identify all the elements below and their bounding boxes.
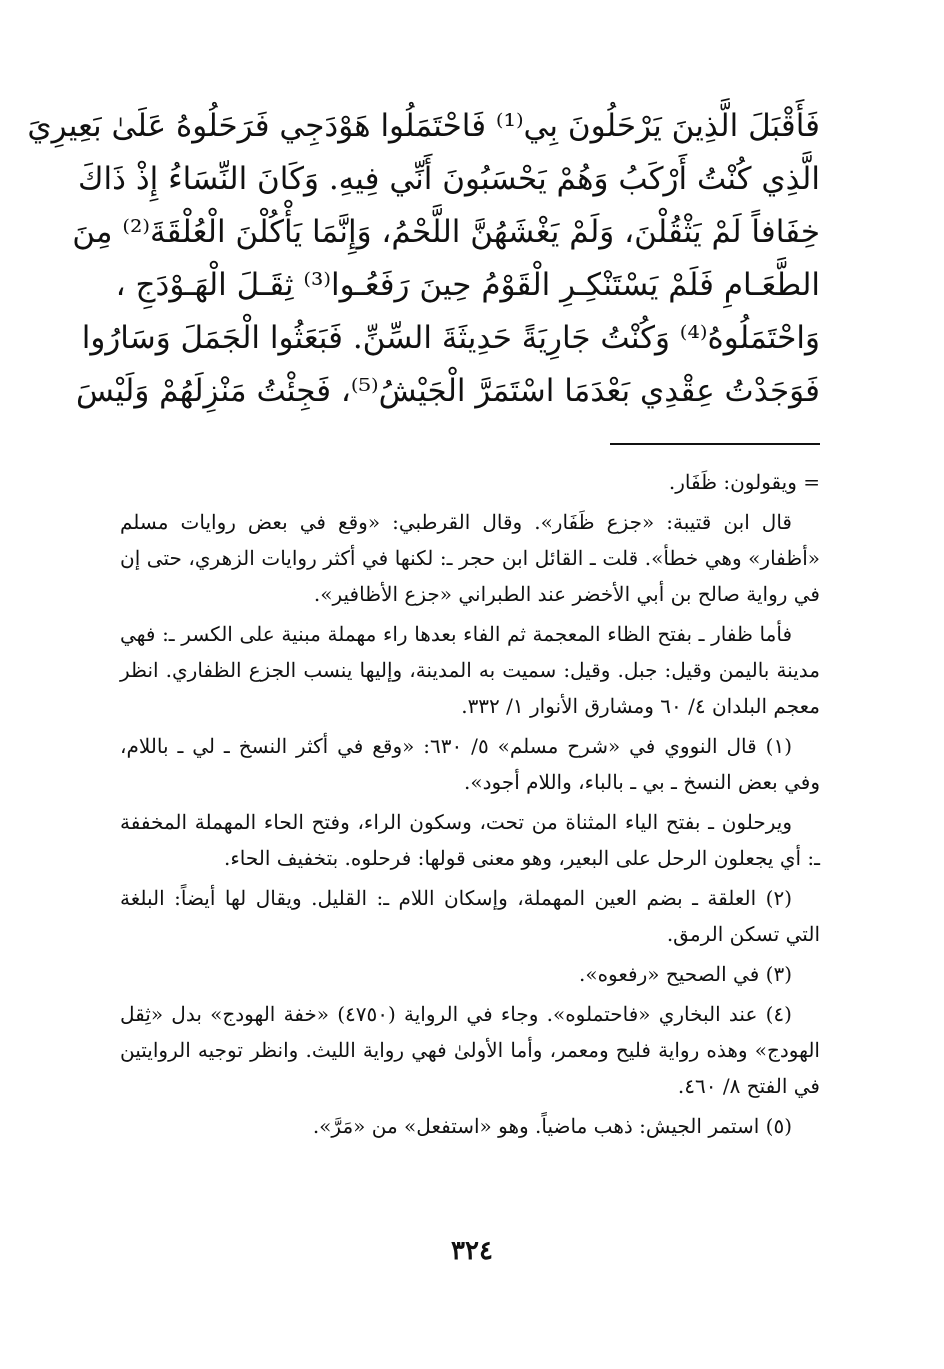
main-text <box>27 100 820 418</box>
main-text-line: خِفَافاً لَمْ يَثْقُلْنَ، وَلَمْ يَغْشَهُنَّ اللَّحْمُ، وَإِنَّمَا يَأْكُلْنَ الْعُلْقَةَ⁽²⁾ مِنَ <box>72 214 820 250</box>
main-text-line: فَأَقْبَلَ الَّذِينَ يَرْحَلُونَ بِي⁽¹⁾ فَاحْتَمَلُوا هَوْدَجِي فَرَحَلُوهُ عَلَىٰ بَعِيرِيَ <box>27 108 820 144</box>
main-text-block <box>27 100 820 418</box>
main-text-line: الطَّعَـامِ فَلَمْ يَسْتَنْكِـرِ الْقَوْمُ حِينَ رَفَعُـوا⁽³⁾ ثِقَـلَ الْهَـوْدَجِ ، <box>115 267 820 303</box>
footnote-paragraph: قال ابن قتيبة: «جزع ظَفَار». وقال القرطبي: «وقع في بعض روايات مسلم «أظفار» وهي خطأ». قلت ـ القائل ابن حجر ـ: لكنها في أكثر روايات الزهري، حتى إن في رواية صالح بن أبي الأخضر عند الطبراني «جزع الأظافير». <box>120 510 820 606</box>
footnote-5: (٥) استمر الجيش: ذهب ماضياً. وهو «استفعل» من «مَرَّ». <box>312 1114 792 1138</box>
main-text-line: الَّذِي كُنْتُ أَرْكَبُ وَهُمْ يَحْسَبُونَ أَنِّي فِيهِ. وَكَانَ النِّسَاءُ إِذْ ذَاكَ <box>78 161 820 197</box>
footnote-divider <box>610 443 820 445</box>
footnote-paragraph: فأما ظفار ـ بفتح الظاء المعجمة ثم الفاء بعدها راء مهملة مبنية على الكسر ـ: فهي مدينة باليمن وقيل: جبل. وقيل: سميت به المدينة، وإليها ينسب الجزع الظفاري. انظر معجم البلدان ٤/ ٦٠ ومشارق الأنوار ١/ ٣٣٢. <box>120 622 820 718</box>
main-text-line: وَاحْتَمَلُوهُ⁽⁴⁾ وَكُنْتُ جَارِيَةً حَدِيثَةَ السِّنِّ. فَبَعَثُوا الْجَمَلَ وَسَارُوا <box>81 320 820 356</box>
footnote-continuation: = ويقولون: ظَفَار. <box>668 470 820 494</box>
footnote-4: (٤) عند البخاري «فاحتملوه». وجاء في الرواية (٤٧٥٠) «خفة الهودج» بدل «ثِقل الهودج» وهذه رواية فليح ومعمر، وأما الأولىٰ فهي رواية الليث. وانظر توجيه الروايتين في الفتح ٨/ ٤٦٠. <box>120 1002 820 1098</box>
footnote-1: (١) قال النووي في «شرح مسلم» ٥/ ٦٣٠: «وقع في أكثر النسخ ـ لي ـ باللام، وفي بعض النسخ ـ بي ـ بالباء، واللام أجود». <box>120 734 820 794</box>
footnote-3: (٣) في الصحيح «رفعوه». <box>578 962 792 986</box>
main-text-line: فَوَجَدْتُ عِقْدِي بَعْدَمَا اسْتَمَرَّ الْجَيْشُ⁽⁵⁾، فَجِئْتُ مَنْزِلَهُمْ وَلَيْسَ <box>76 373 820 409</box>
footnotes <box>120 464 820 1148</box>
footnote-2: (٢) العلقة ـ بضم العين المهملة، وإسكان اللام ـ: القليل. ويقال لها أيضاً: البلغة التي تسكن الرمق. <box>120 886 820 946</box>
page-number: ٣٢٤ <box>451 1236 493 1266</box>
footnote-paragraph: ويرحلون ـ بفتح الياء المثناة من تحت، وسكون الراء، وفتح الحاء المهملة المخففة ـ: أي يجعلون الرحل على البعير، وهو معنى قولها: فرحلوه. بتخفيف الحاء. <box>120 810 820 870</box>
